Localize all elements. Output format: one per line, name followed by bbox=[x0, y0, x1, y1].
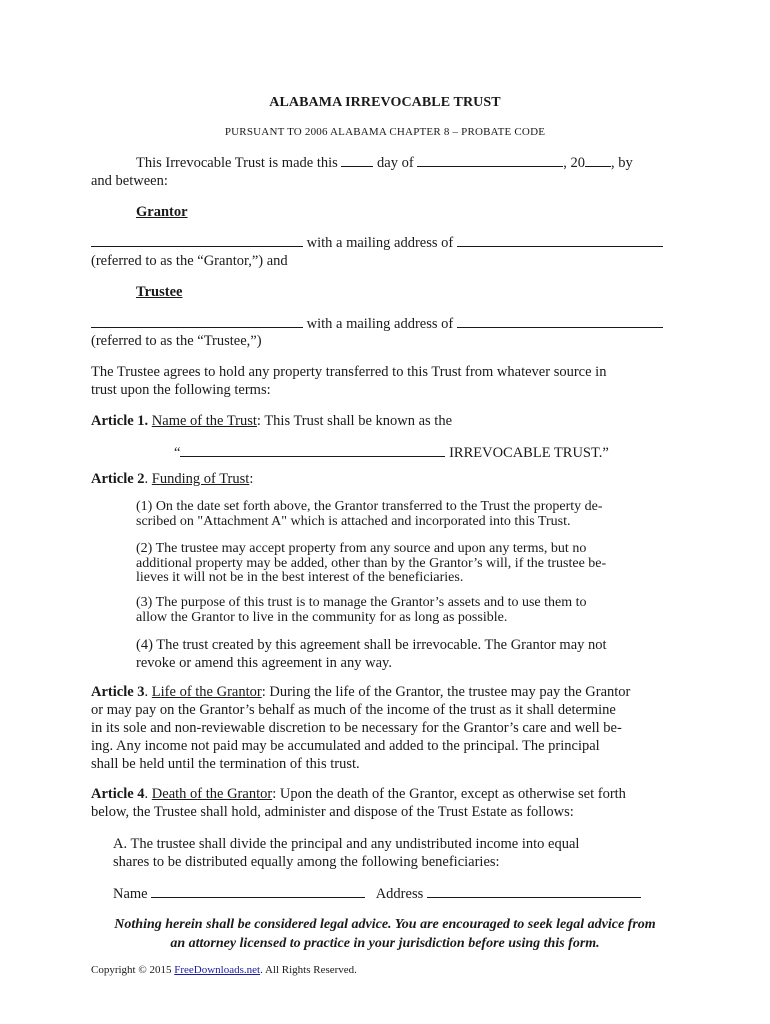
beneficiary-row bbox=[113, 884, 641, 903]
article-2-dot: . bbox=[144, 471, 152, 487]
article-4-line-1: : Upon the death of the Grantor, except as otherwise set forth bbox=[272, 786, 626, 802]
trustee-line bbox=[91, 314, 663, 333]
grantor-address-blank[interactable] bbox=[457, 233, 663, 247]
item-2-line-1: (2) The trustee may accept property from any source and upon any terms, but no bbox=[136, 541, 587, 556]
document-subtitle: PURSUANT TO 2006 ALABAMA CHAPTER 8 – PROBATE CODE bbox=[224, 126, 546, 138]
day-blank[interactable] bbox=[341, 153, 373, 167]
item-3-line-1: (3) The purpose of this trust is to manage the Grantor’s assets and to use them to bbox=[136, 595, 587, 610]
item-a-line-2: shares to be distributed equally among the following beneficiaries: bbox=[113, 854, 500, 870]
article-3 bbox=[91, 683, 630, 773]
article-1 bbox=[91, 412, 452, 430]
notice-line-2: an attorney licensed to practice in your jurisdiction before using this form. bbox=[170, 936, 600, 951]
intro-text-day: day of bbox=[377, 155, 414, 171]
article-4-label: Article 4 bbox=[91, 786, 145, 802]
article-4 bbox=[91, 785, 626, 821]
article-3-line-1: : During the life of the Grantor, the trustee may pay the Grantor bbox=[261, 684, 631, 700]
notice-line-1: Nothing herein shall be considered legal advice. You are encouraged to seek legal advice from bbox=[114, 917, 656, 932]
grantor-heading: Grantor bbox=[136, 204, 188, 220]
intro-line-2: and between: bbox=[91, 173, 168, 189]
article-1-text: : This Trust shall be known as the bbox=[256, 413, 453, 429]
beneficiary-name-label: Name bbox=[113, 886, 148, 902]
article-4-name: Death of the Grantor bbox=[151, 786, 273, 802]
article-3-line-2: or may pay on the Grantor’s behalf as much of the income of the trust as it shall determine bbox=[91, 702, 616, 718]
grantor-referred: (referred to as the “Grantor,”) and bbox=[91, 253, 288, 269]
trustee-address-blank[interactable] bbox=[457, 314, 663, 328]
article-3-line-3: in its sole and non-reviewable discretion to be necessary for the Grantor’s care and well be- bbox=[91, 720, 622, 736]
agreement-line-2: trust upon the following terms: bbox=[91, 382, 271, 398]
grantor-mailing-label: with a mailing address of bbox=[306, 235, 454, 251]
article-2-item-3 bbox=[136, 596, 587, 625]
copyright-suffix: . All Rights Reserved. bbox=[260, 964, 357, 976]
article-3-label: Article 3 bbox=[91, 684, 145, 700]
article-2-item-4 bbox=[136, 636, 607, 672]
trust-name-line bbox=[174, 443, 609, 462]
article-3-name: Life of the Grantor bbox=[151, 684, 262, 700]
trust-name-blank[interactable] bbox=[180, 443, 445, 457]
open-quote: “ bbox=[174, 445, 181, 461]
trustee-mailing-label: with a mailing address of bbox=[306, 316, 454, 332]
article-2 bbox=[91, 470, 253, 488]
article-2-colon: : bbox=[249, 471, 254, 487]
article-4-dot: . bbox=[144, 786, 152, 802]
intro-text-year: , 20 bbox=[563, 155, 586, 171]
item-a-line-1: A. The trustee shall divide the principal and any undistributed income into equal bbox=[113, 836, 580, 852]
month-blank[interactable] bbox=[417, 153, 563, 167]
beneficiary-name-blank[interactable] bbox=[151, 884, 365, 898]
trustee-heading: Trustee bbox=[136, 284, 183, 300]
trustee-name-blank[interactable] bbox=[91, 314, 303, 328]
beneficiary-address-label: Address bbox=[375, 886, 424, 902]
item-1-line-1: (1) On the date set forth above, the Grantor transferred to the Trust the property de- bbox=[136, 499, 603, 514]
item-4-line-1: (4) The trust created by this agreement shall be irrevocable. The Grantor may not bbox=[136, 637, 607, 653]
item-2-line-2: additional property may be added, other than by the Grantor’s will, if the trustee be- bbox=[136, 555, 607, 571]
agreement-line-1: The Trustee agrees to hold any property transferred to this Trust from whatever source in bbox=[91, 364, 607, 380]
intro-text-by: , by bbox=[611, 155, 633, 171]
article-3-dot: . bbox=[144, 684, 152, 700]
article-2-item-1 bbox=[136, 500, 603, 529]
article-4-item-a bbox=[113, 835, 579, 871]
item-1-line-2: scribed on "Attachment A" which is attached and incorporated into this Trust. bbox=[136, 513, 571, 529]
intro-line bbox=[136, 153, 633, 172]
grantor-name-blank[interactable] bbox=[91, 233, 303, 247]
beneficiary-address-blank[interactable] bbox=[427, 884, 641, 898]
trust-name-suffix: IRREVOCABLE TRUST.” bbox=[449, 445, 609, 461]
legal-notice bbox=[70, 915, 700, 953]
document-title: ALABAMA IRREVOCABLE TRUST bbox=[269, 95, 501, 110]
item-3-line-2: allow the Grantor to live in the community for as long as possible. bbox=[136, 609, 508, 625]
article-1-label: Article 1. bbox=[91, 413, 149, 429]
article-2-name: Funding of Trust bbox=[151, 471, 250, 487]
article-2-item-2 bbox=[136, 542, 606, 586]
freedownloads-link[interactable]: FreeDownloads.net bbox=[174, 964, 261, 976]
copyright bbox=[91, 964, 357, 976]
article-4-line-2: below, the Trustee shall hold, administer and dispose of the Trust Estate as follows: bbox=[91, 804, 574, 820]
article-3-line-4: ing. Any income not paid may be accumulated and added to the principal. The principal bbox=[91, 738, 600, 754]
trustee-referred: (referred to as the “Trustee,”) bbox=[91, 333, 262, 349]
article-2-label: Article 2 bbox=[91, 471, 145, 487]
grantor-line bbox=[91, 233, 663, 252]
intro-text: This Irrevocable Trust is made this bbox=[136, 155, 338, 171]
article-1-name: Name of the Trust bbox=[151, 413, 257, 429]
item-4-line-2: revoke or amend this agreement in any way. bbox=[136, 655, 392, 671]
year-blank[interactable] bbox=[585, 153, 611, 167]
item-2-line-3: lieves it will not be in the best interest of the beneficiaries. bbox=[136, 570, 464, 585]
article-3-line-5: shall be held until the termination of this trust. bbox=[91, 756, 360, 772]
copyright-prefix: Copyright © 2015 bbox=[91, 964, 175, 976]
